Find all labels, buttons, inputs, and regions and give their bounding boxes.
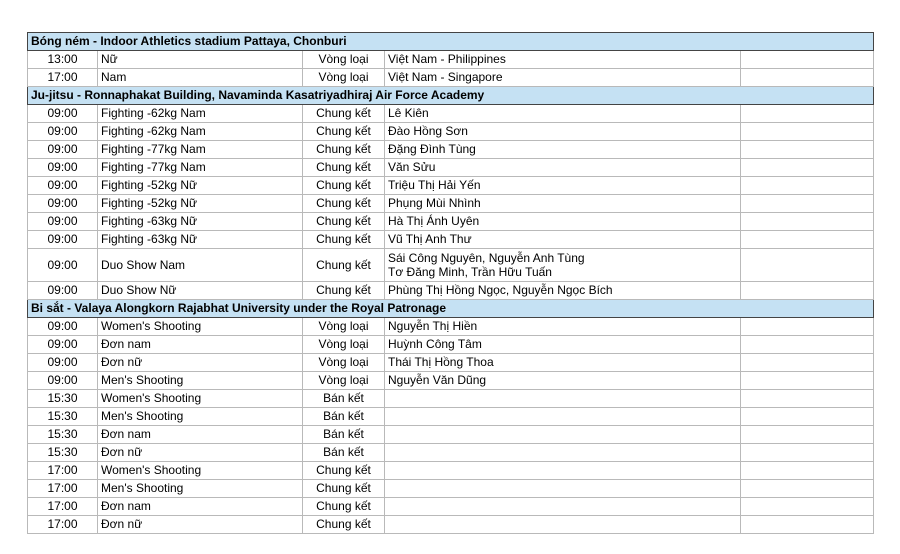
athletes-cell: Triệu Thị Hải Yến	[385, 177, 741, 195]
extra-cell	[741, 195, 874, 213]
athletes-line: Sái Công Nguyên, Nguyễn Anh Tùng	[388, 251, 585, 265]
round-cell: Vòng loại	[303, 354, 385, 372]
section-title: Bóng ném - Indoor Athletics stadium Pattaya, Chonburi	[28, 33, 874, 51]
extra-cell	[741, 231, 874, 249]
time-cell: 17:00	[28, 480, 98, 498]
athletes-cell: Thái Thị Hồng Thoa	[385, 354, 741, 372]
table-row	[28, 354, 874, 372]
event-cell: Women's Shooting	[98, 390, 303, 408]
event-cell: Men's Shooting	[98, 408, 303, 426]
round-cell: Vòng loại	[303, 336, 385, 354]
athletes-cell	[385, 426, 741, 444]
athletes-cell: Văn Sửu	[385, 159, 741, 177]
event-cell: Đơn nam	[98, 498, 303, 516]
extra-cell	[741, 282, 874, 300]
round-cell: Bán kết	[303, 390, 385, 408]
extra-cell	[741, 516, 874, 534]
event-cell: Fighting -77kg Nam	[98, 141, 303, 159]
event-cell: Fighting -63kg Nữ	[98, 231, 303, 249]
athletes-cell: Đào Hồng Sơn	[385, 123, 741, 141]
time-cell: 09:00	[28, 159, 98, 177]
event-cell: Duo Show Nữ	[98, 282, 303, 300]
time-cell: 17:00	[28, 516, 98, 534]
time-cell: 09:00	[28, 354, 98, 372]
event-cell: Fighting -62kg Nam	[98, 123, 303, 141]
athletes-cell	[385, 516, 741, 534]
round-cell: Chung kết	[303, 462, 385, 480]
time-cell: 09:00	[28, 318, 98, 336]
athletes-cell	[385, 498, 741, 516]
table-row	[28, 372, 874, 390]
table-row	[28, 195, 874, 213]
extra-cell	[741, 444, 874, 462]
athletes-cell	[385, 462, 741, 480]
extra-cell	[741, 372, 874, 390]
time-cell: 09:00	[28, 195, 98, 213]
athletes-cell: Phụng Mùi Nhình	[385, 195, 741, 213]
event-cell: Duo Show Nam	[98, 249, 303, 282]
time-cell: 15:30	[28, 408, 98, 426]
athletes-cell: Việt Nam - Philippines	[385, 51, 741, 69]
event-cell: Fighting -52kg Nữ	[98, 195, 303, 213]
table-row	[28, 426, 874, 444]
round-cell: Chung kết	[303, 231, 385, 249]
table-row	[28, 462, 874, 480]
athletes-cell: Hà Thị Ánh Uyên	[385, 213, 741, 231]
event-cell: Fighting -63kg Nữ	[98, 213, 303, 231]
extra-cell	[741, 498, 874, 516]
event-cell: Đơn nam	[98, 336, 303, 354]
table-row	[28, 336, 874, 354]
round-cell: Vòng loại	[303, 51, 385, 69]
round-cell: Vòng loại	[303, 318, 385, 336]
section-title: Ju-jitsu - Ronnaphakat Building, Navaminda Kasatriyadhiraj Air Force Academy	[28, 87, 874, 105]
table-row	[28, 318, 874, 336]
table-row	[28, 231, 874, 249]
round-cell: Chung kết	[303, 249, 385, 282]
event-cell: Đơn nữ	[98, 354, 303, 372]
round-cell: Chung kết	[303, 159, 385, 177]
table-row	[28, 213, 874, 231]
extra-cell	[741, 390, 874, 408]
table-row	[28, 516, 874, 534]
extra-cell	[741, 213, 874, 231]
event-cell: Women's Shooting	[98, 318, 303, 336]
table-row	[28, 390, 874, 408]
table-row	[28, 141, 874, 159]
event-cell: Men's Shooting	[98, 480, 303, 498]
event-cell: Đơn nữ	[98, 444, 303, 462]
extra-cell	[741, 69, 874, 87]
extra-cell	[741, 426, 874, 444]
schedule-sheet	[27, 32, 873, 534]
table-row	[28, 282, 874, 300]
section-header	[28, 33, 874, 51]
time-cell: 09:00	[28, 141, 98, 159]
round-cell: Chung kết	[303, 195, 385, 213]
round-cell: Chung kết	[303, 123, 385, 141]
time-cell: 09:00	[28, 336, 98, 354]
athletes-cell: Đặng Đình Tùng	[385, 141, 741, 159]
table-row	[28, 249, 874, 282]
round-cell: Bán kết	[303, 426, 385, 444]
time-cell: 17:00	[28, 462, 98, 480]
time-cell: 09:00	[28, 177, 98, 195]
athletes-cell	[385, 408, 741, 426]
extra-cell	[741, 408, 874, 426]
athletes-cell: Nguyễn Thị Hiền	[385, 318, 741, 336]
round-cell: Vòng loại	[303, 372, 385, 390]
event-cell: Men's Shooting	[98, 372, 303, 390]
event-cell: Fighting -52kg Nữ	[98, 177, 303, 195]
time-cell: 13:00	[28, 51, 98, 69]
round-cell: Bán kết	[303, 444, 385, 462]
time-cell: 15:30	[28, 426, 98, 444]
round-cell: Vòng loại	[303, 69, 385, 87]
extra-cell	[741, 105, 874, 123]
table-row	[28, 498, 874, 516]
time-cell: 17:00	[28, 69, 98, 87]
round-cell: Chung kết	[303, 105, 385, 123]
extra-cell	[741, 51, 874, 69]
section-header	[28, 300, 874, 318]
extra-cell	[741, 141, 874, 159]
athletes-cell: Nguyễn Văn Dũng	[385, 372, 741, 390]
time-cell: 15:30	[28, 390, 98, 408]
extra-cell	[741, 249, 874, 282]
event-cell: Đơn nữ	[98, 516, 303, 534]
round-cell: Chung kết	[303, 282, 385, 300]
round-cell: Chung kết	[303, 177, 385, 195]
table-row	[28, 105, 874, 123]
extra-cell	[741, 123, 874, 141]
athletes-cell: Vũ Thị Anh Thư	[385, 231, 741, 249]
extra-cell	[741, 159, 874, 177]
athletes-cell: Phùng Thị Hồng Ngọc, Nguyễn Ngọc Bích	[385, 282, 741, 300]
table-row	[28, 408, 874, 426]
table-row	[28, 159, 874, 177]
athletes-line: Tơ Đăng Minh, Trần Hữu Tuấn	[388, 265, 552, 279]
table-row	[28, 123, 874, 141]
event-cell: Women's Shooting	[98, 462, 303, 480]
extra-cell	[741, 318, 874, 336]
extra-cell	[741, 177, 874, 195]
schedule-table	[27, 32, 874, 534]
event-cell: Đơn nam	[98, 426, 303, 444]
round-cell: Chung kết	[303, 141, 385, 159]
event-cell: Fighting -62kg Nam	[98, 105, 303, 123]
time-cell: 09:00	[28, 231, 98, 249]
time-cell: 17:00	[28, 498, 98, 516]
athletes-cell: Huỳnh Công Tâm	[385, 336, 741, 354]
athletes-cell	[385, 444, 741, 462]
table-row	[28, 51, 874, 69]
table-row	[28, 69, 874, 87]
event-cell: Nữ	[98, 51, 303, 69]
time-cell: 09:00	[28, 372, 98, 390]
round-cell: Chung kết	[303, 516, 385, 534]
extra-cell	[741, 354, 874, 372]
round-cell: Chung kết	[303, 480, 385, 498]
extra-cell	[741, 462, 874, 480]
athletes-cell: Lê Kiên	[385, 105, 741, 123]
extra-cell	[741, 336, 874, 354]
time-cell: 09:00	[28, 213, 98, 231]
event-cell: Nam	[98, 69, 303, 87]
athletes-cell: Việt Nam - Singapore	[385, 69, 741, 87]
round-cell: Chung kết	[303, 498, 385, 516]
table-row	[28, 480, 874, 498]
time-cell: 09:00	[28, 249, 98, 282]
athletes-cell	[385, 390, 741, 408]
section-header	[28, 87, 874, 105]
athletes-cell	[385, 480, 741, 498]
time-cell: 09:00	[28, 105, 98, 123]
extra-cell	[741, 480, 874, 498]
time-cell: 09:00	[28, 123, 98, 141]
table-row	[28, 177, 874, 195]
table-row	[28, 444, 874, 462]
schedule-body	[28, 33, 874, 534]
round-cell: Bán kết	[303, 408, 385, 426]
round-cell: Chung kết	[303, 213, 385, 231]
athletes-cell	[385, 249, 741, 282]
section-title: Bi sắt - Valaya Alongkorn Rajabhat University under the Royal Patronage	[28, 300, 874, 318]
time-cell: 09:00	[28, 282, 98, 300]
event-cell: Fighting -77kg Nam	[98, 159, 303, 177]
time-cell: 15:30	[28, 444, 98, 462]
